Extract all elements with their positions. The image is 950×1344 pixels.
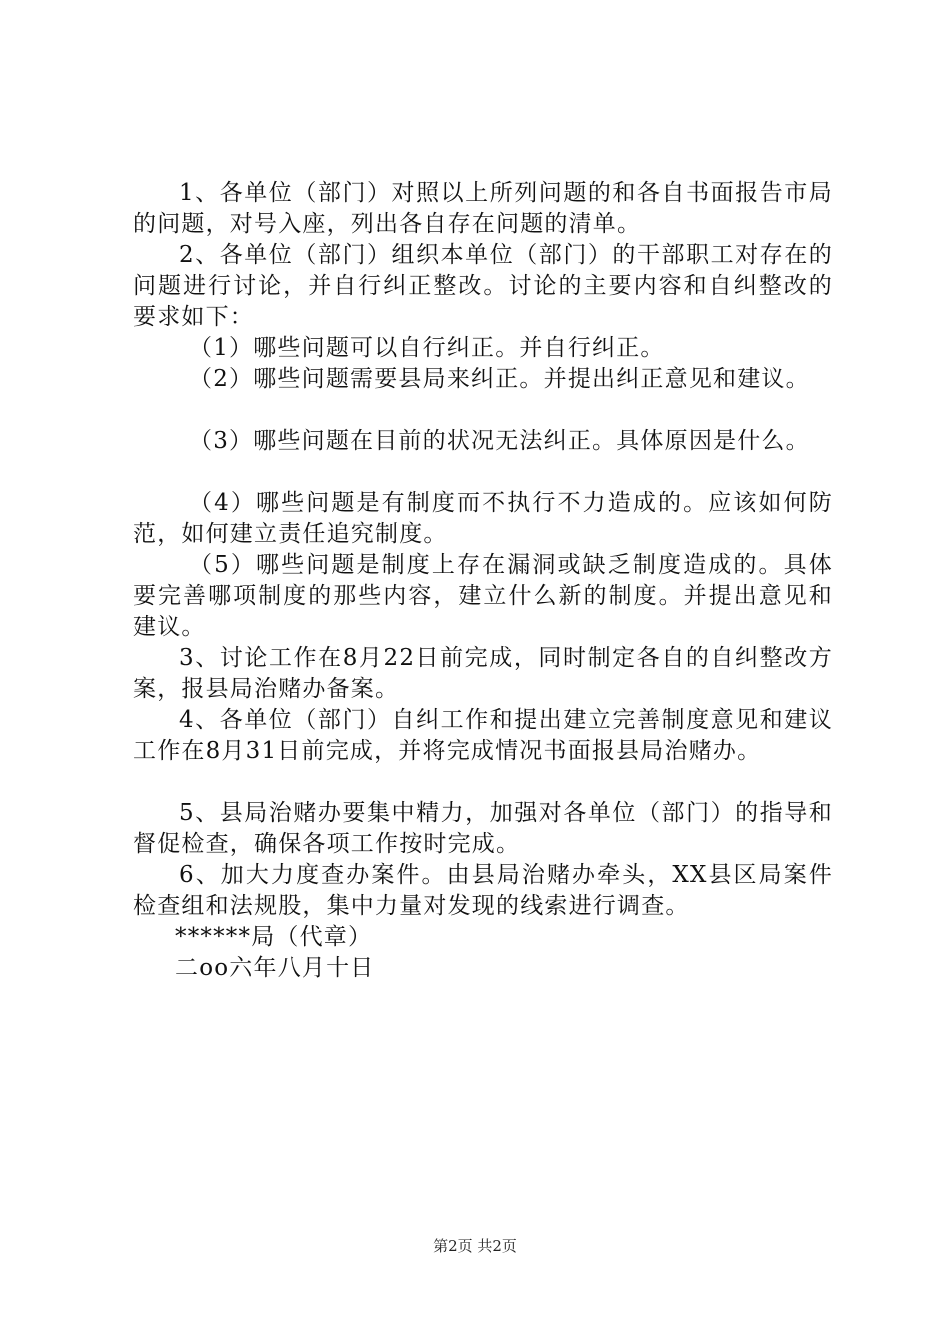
document-body xyxy=(133,178,833,984)
paragraph-item-4: 4、各单位（部门）自纠工作和提出建立完善制度意见和建议工作在8月31日前完成，并将完成情况书面报县局治赌办。 xyxy=(133,707,833,764)
signature-line: ******局（代章） xyxy=(175,924,373,950)
sub-item-2: （2）哪些问题需要县局来纠正。并提出纠正意见和建议。 xyxy=(189,366,810,392)
paragraph-item-3: 3、讨论工作在8月22日前完成，同时制定各自的自纠整改方案，报县局治赌办备案。 xyxy=(133,645,833,702)
date-line: 二oo六年八月十日 xyxy=(175,955,375,981)
sub-item-4: （4）哪些问题是有制度而不执行不力造成的。应该如何防范，如何建立责任追究制度。 xyxy=(133,490,833,547)
sub-item-5: （5）哪些问题是制度上存在漏洞或缺乏制度造成的。具体要完善哪项制度的那些内容，建立什么新的制度。并提出意见和建议。 xyxy=(133,552,833,640)
paragraph-item-1: 1、各单位（部门）对照以上所列问题的和各自书面报告市局的问题，对号入座，列出各自存在问题的清单。 xyxy=(133,180,833,237)
paragraph-item-5: 5、县局治赌办要集中精力，加强对各单位（部门）的指导和督促检查，确保各项工作按时完成。 xyxy=(133,800,833,857)
page-footer: 第2页 共2页 xyxy=(433,1237,517,1255)
sub-item-1: （1）哪些问题可以自行纠正。并自行纠正。 xyxy=(189,335,665,361)
paragraph-item-6: 6、加大力度查办案件。由县局治赌办牵头，XX县区局案件检查组和法规股，集中力量对发现的线索进行调查。 xyxy=(133,862,834,919)
paragraph-item-2: 2、各单位（部门）组织本单位（部门）的干部职工对存在的问题进行讨论，并自行纠正整改。讨论的主要内容和自纠整改的要求如下： xyxy=(133,242,833,330)
sub-item-3: （3）哪些问题在目前的状况无法纠正。具体原因是什么。 xyxy=(189,428,810,454)
